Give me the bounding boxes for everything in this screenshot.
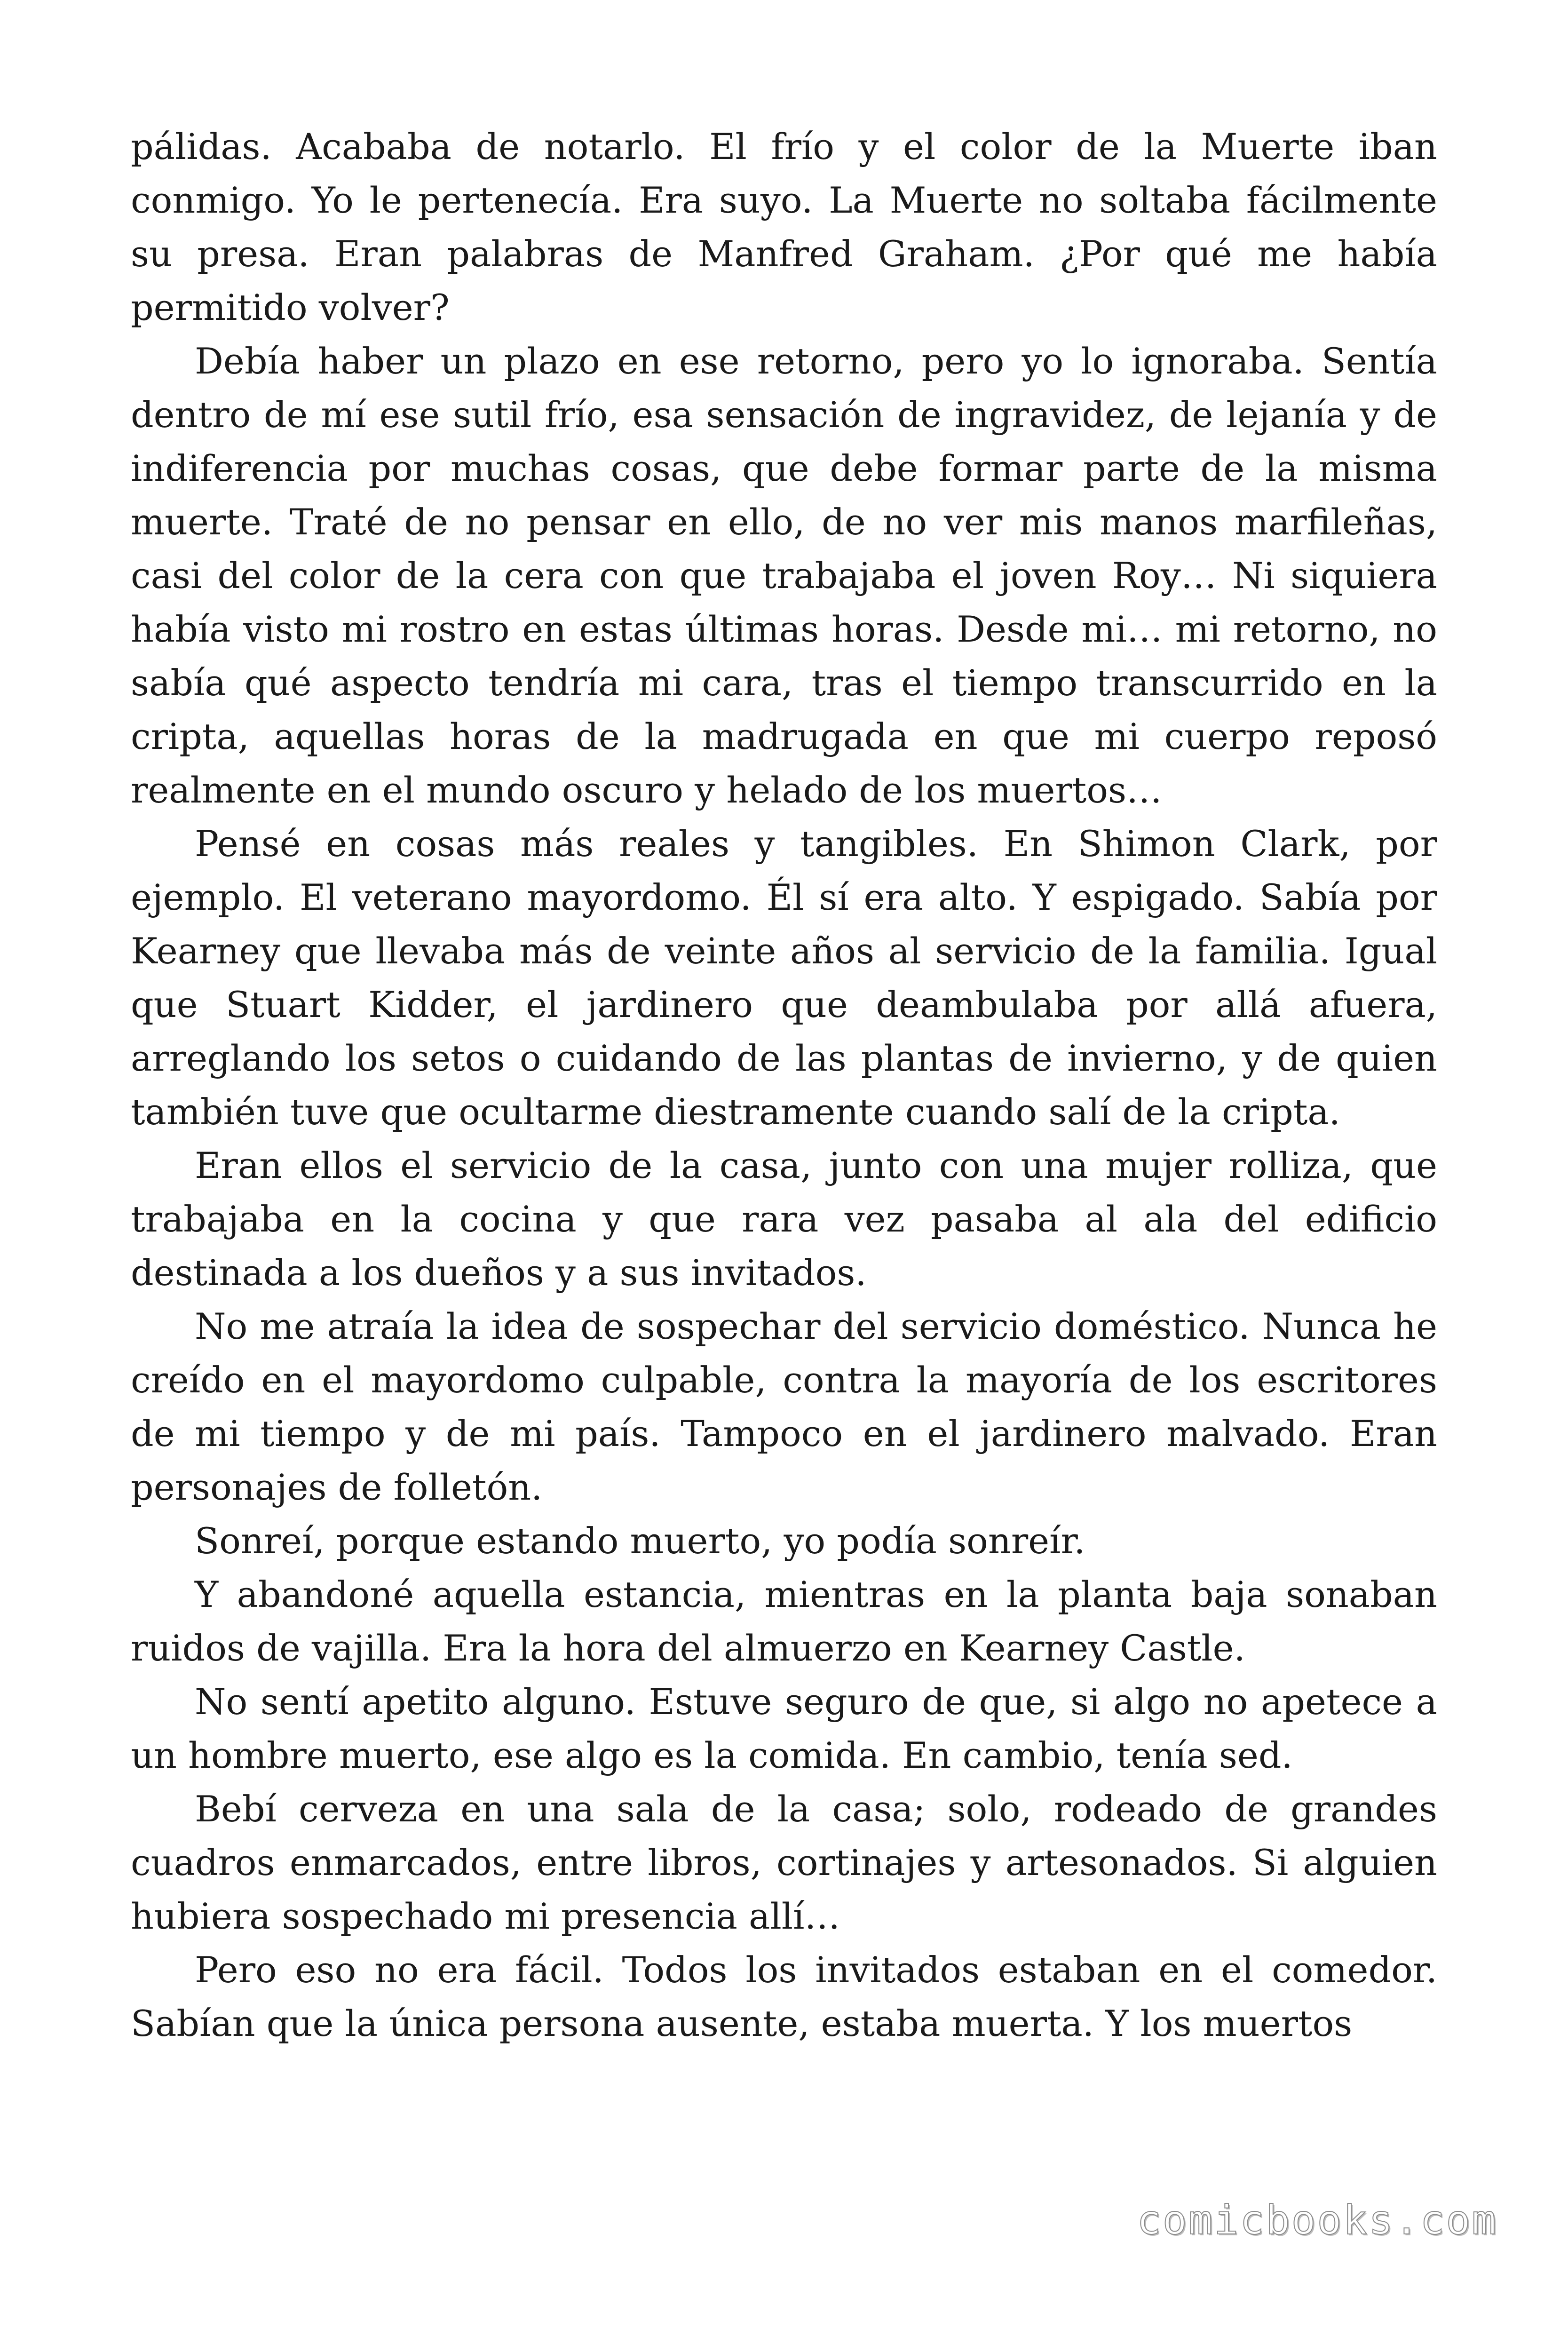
paragraph-7: Y abandoné aquella estancia, mientras en la planta baja sonaban ruidos de vajilla. Era la hora del almuerzo en Kearney Castle. bbox=[131, 1573, 1437, 1669]
paragraph-3: Pensé en cosas más reales y tangibles. En Shimon Clark, por ejemplo. El veterano mayordomo. Él sí era alto. Y espigado. Sabía por Kearney que llevaba más de veinte años al servicio de la familia. Igual que Stuart Kidder, el jardinero que deambulaba por allá afuera, arreglando los setos o cuidando de las plantas de invierno, y de quien también tuve que ocultarme diestramente cuando salí de la cripta. bbox=[131, 823, 1437, 1133]
paragraph-4: Eran ellos el servicio de la casa, junto con una mujer rolliza, que trabajaba en la cocina y que rara vez pasaba al ala del edificio destinada a los dueños y a sus invitados. bbox=[131, 1144, 1437, 1294]
paragraph-9: Bebí cerveza en una sala de la casa; solo, rodeado de grandes cuadros enmarcados, entre libros, cortinajes y artesonados. Si alguien hubiera sospechado mi presencia allí… bbox=[131, 1788, 1437, 1937]
paragraph-10: Pero eso no era fácil. Todos los invitados estaban en el comedor. Sabían que la única persona ausente, estaba muerta. Y los muertos bbox=[131, 1949, 1437, 2044]
paragraph-5: No me atraía la idea de sospechar del servicio doméstico. Nunca he creído en el mayordomo culpable, contra la mayoría de los escritores de mi tiempo y de mi país. Tampoco en el jardinero malvado. Eran personajes de folletón. bbox=[131, 1305, 1437, 1508]
body-text bbox=[131, 120, 1437, 2050]
paragraph-8: No sentí apetito alguno. Estuve seguro de que, si algo no apetece a un hombre muerto, ese algo es la comida. En cambio, tenía sed. bbox=[131, 1681, 1437, 1776]
paragraph-1: pálidas. Acababa de notarlo. El frío y el color de la Muerte iban conmigo. Yo le pertenecía. Era suyo. La Muerte no soltaba fácilmente su presa. Eran palabras de Manfred Graham. ¿Por qué me había permitido volver? bbox=[131, 126, 1437, 328]
paragraph-6: Sonreí, porque estando muerto, yo podía sonreír. bbox=[195, 1520, 1085, 1562]
paragraph-2: Debía haber un plazo en ese retorno, pero yo lo ignoraba. Sentía dentro de mí ese sutil frío, esa sensación de ingravidez, de lejanía y de indiferencia por muchas cosas, que debe formar parte de la misma muerte. Traté de no pensar en ello, de no ver mis manos marfileñas, casi del color de la cera con que trabajaba el joven Roy… Ni siquiera había visto mi rostro en estas últimas horas. Desde mi… mi retorno, no sabía qué aspecto tendría mi cara, tras el tiempo transcurrido en la cripta, aquellas horas de la madrugada en que mi cuerpo reposó realmente en el mundo oscuro y helado de los muertos… bbox=[131, 340, 1437, 811]
watermark-logo: comicbooks.com bbox=[1137, 2197, 1497, 2244]
